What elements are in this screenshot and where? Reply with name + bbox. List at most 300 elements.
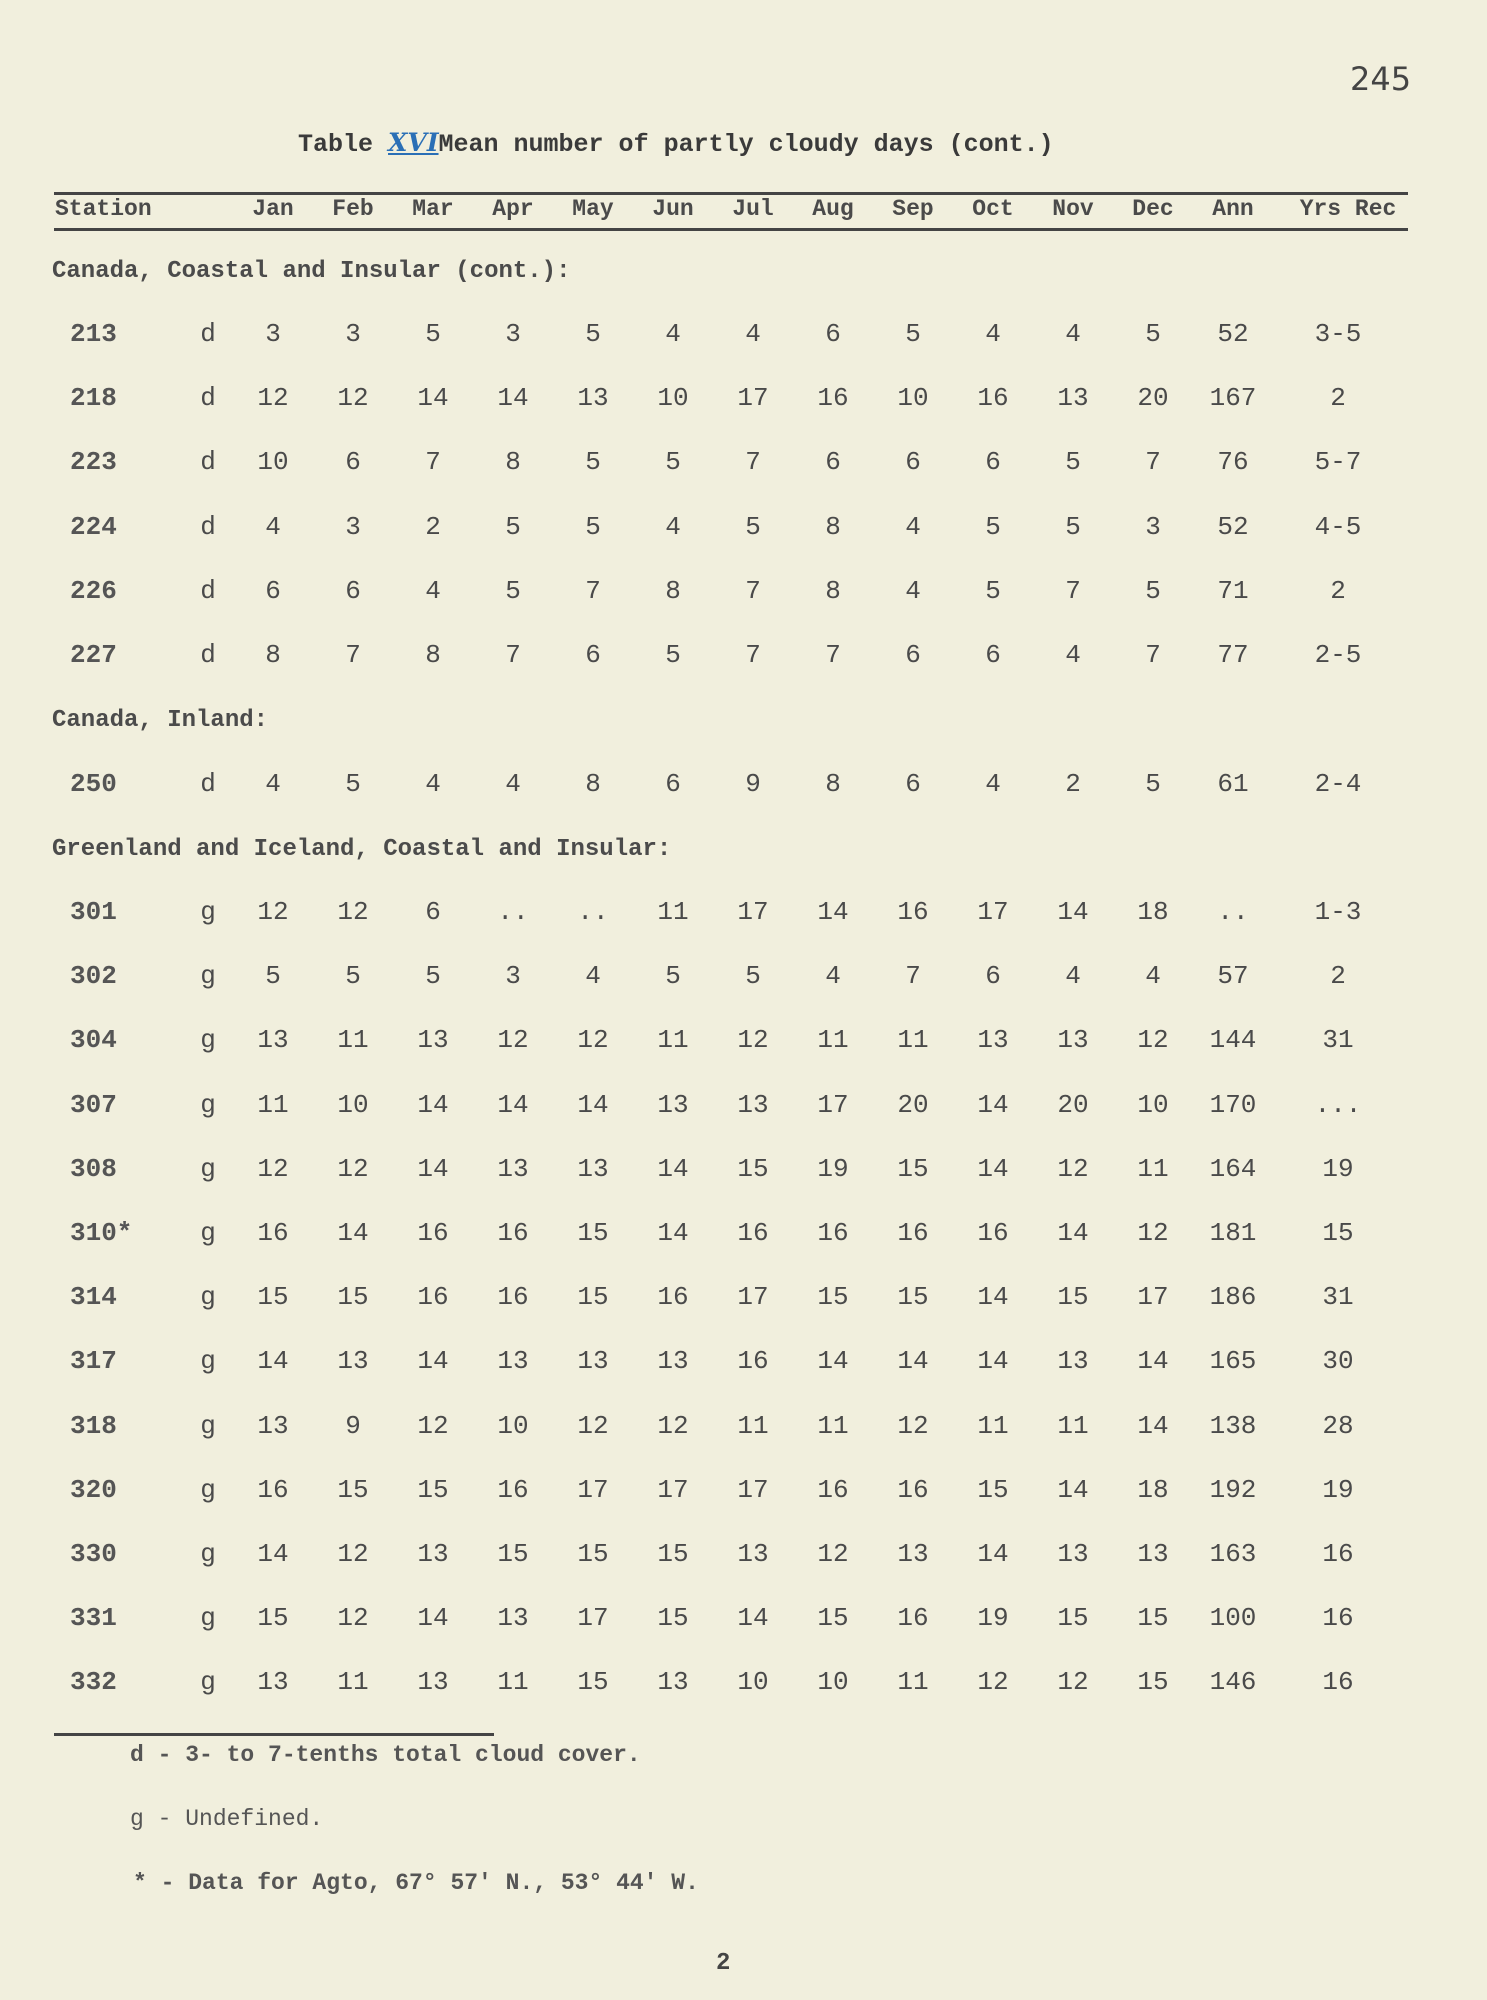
definition-code-cell: d <box>200 447 216 478</box>
value-cell: 10 <box>657 383 689 414</box>
value-cell: 13 <box>417 1539 449 1569</box>
value-cell: 18 <box>1137 1474 1169 1505</box>
value-cell: 16 <box>817 383 849 414</box>
definition-code-cell: g <box>200 1667 216 1698</box>
value-cell: 167 <box>1209 383 1257 414</box>
value-cell: 6 <box>345 575 361 606</box>
col-header-yrs-rec: Yrs Rec <box>1299 196 1397 222</box>
station-id-cell: 224 <box>70 511 117 542</box>
station-id-cell: 304 <box>70 1025 117 1056</box>
value-cell: 19 <box>1322 1474 1354 1505</box>
definition-code-cell: g <box>200 1603 216 1634</box>
value-cell: 15 <box>257 1603 289 1634</box>
table-row <box>0 769 1487 809</box>
value-cell: 12 <box>897 1410 929 1441</box>
title-prefix: Table <box>298 130 374 159</box>
station-id-cell: 310* <box>70 1218 133 1248</box>
value-cell: 186 <box>1209 1282 1257 1313</box>
station-id-cell: 301 <box>70 897 117 927</box>
value-cell: 6 <box>905 640 921 670</box>
value-cell: 7 <box>745 447 761 478</box>
value-cell: 6 <box>585 640 601 670</box>
station-id-cell: 227 <box>70 640 117 670</box>
value-cell: 16 <box>257 1474 289 1505</box>
value-cell: 14 <box>1057 897 1089 927</box>
value-cell: 5 <box>665 961 681 992</box>
value-cell: 6 <box>825 447 841 478</box>
value-cell: 192 <box>1209 1474 1257 1505</box>
value-cell: 16 <box>737 1218 769 1248</box>
value-cell: 14 <box>417 1603 449 1634</box>
value-cell: 5-7 <box>1314 447 1362 478</box>
value-cell: 4 <box>585 961 601 992</box>
footer-page-number: 2 <box>716 1950 731 1977</box>
value-cell: 8 <box>505 447 521 478</box>
value-cell: 2-4 <box>1314 769 1362 799</box>
value-cell: 4 <box>825 961 841 992</box>
title-text: Mean number of partly cloudy days (cont.) <box>438 130 1054 159</box>
station-id-cell: 317 <box>70 1346 117 1377</box>
value-cell: 71 <box>1217 575 1249 606</box>
value-cell: 11 <box>977 1410 1009 1441</box>
value-cell: 14 <box>257 1539 289 1569</box>
definition-code-cell: d <box>200 769 216 799</box>
station-id-cell: 226 <box>70 575 117 606</box>
station-id-cell: 332 <box>70 1667 117 1698</box>
value-cell: 16 <box>257 1218 289 1248</box>
value-cell: 12 <box>257 383 289 414</box>
value-cell: 16 <box>497 1218 529 1248</box>
value-cell: 15 <box>817 1603 849 1634</box>
value-cell: 16 <box>657 1282 689 1313</box>
value-cell: 7 <box>745 640 761 670</box>
value-cell: 2 <box>1330 575 1346 606</box>
value-cell: 12 <box>257 897 289 927</box>
col-header-feb: Feb <box>332 196 374 222</box>
value-cell: 31 <box>1322 1025 1354 1056</box>
value-cell: 15 <box>817 1282 849 1313</box>
title-roman-numeral: XVI <box>388 128 439 157</box>
value-cell: 11 <box>657 897 689 927</box>
station-id-cell: 213 <box>70 319 117 349</box>
col-header-jan: Jan <box>252 196 294 222</box>
value-cell: 2 <box>1330 383 1346 414</box>
value-cell: 11 <box>337 1025 369 1056</box>
value-cell: 14 <box>497 383 529 414</box>
definition-code-cell: g <box>200 1153 216 1184</box>
station-id-cell: 223 <box>70 447 117 478</box>
value-cell: 14 <box>337 1218 369 1248</box>
definition-code-cell: d <box>200 319 216 349</box>
col-header-aug: Aug <box>812 196 854 222</box>
value-cell: 16 <box>417 1218 449 1248</box>
value-cell: 15 <box>257 1282 289 1313</box>
value-cell: 6 <box>905 447 921 478</box>
definition-code-cell: d <box>200 575 216 606</box>
value-cell: 17 <box>737 1282 769 1313</box>
value-cell: 5 <box>905 319 921 349</box>
value-cell: 12 <box>657 1410 689 1441</box>
value-cell: 3 <box>505 961 521 992</box>
value-cell: 7 <box>905 961 921 992</box>
definition-code-cell: g <box>200 897 216 927</box>
value-cell: 5 <box>585 511 601 542</box>
value-cell: 13 <box>737 1539 769 1569</box>
value-cell: 14 <box>1137 1346 1169 1377</box>
value-cell: 7 <box>345 640 361 670</box>
value-cell: 13 <box>497 1603 529 1634</box>
value-cell: 17 <box>577 1603 609 1634</box>
value-cell: 4 <box>425 575 441 606</box>
value-cell: 12 <box>257 1153 289 1184</box>
value-cell: 15 <box>337 1474 369 1505</box>
value-cell: 12 <box>737 1025 769 1056</box>
value-cell: 15 <box>337 1282 369 1313</box>
value-cell: 5 <box>745 511 761 542</box>
value-cell: 164 <box>1209 1153 1257 1184</box>
table-row <box>0 1090 1487 1130</box>
value-cell: 16 <box>417 1282 449 1313</box>
col-header-dec: Dec <box>1132 196 1174 222</box>
footnote-rule <box>54 1733 494 1736</box>
station-id-cell: 307 <box>70 1089 117 1120</box>
footnote-g: g - Undefined. <box>130 1806 324 1832</box>
value-cell: 7 <box>425 447 441 478</box>
value-cell: 52 <box>1217 511 1249 542</box>
value-cell: 2 <box>425 511 441 542</box>
station-id-cell: 218 <box>70 383 117 414</box>
value-cell: 8 <box>825 575 841 606</box>
value-cell: 15 <box>1057 1282 1089 1313</box>
value-cell: 4 <box>905 575 921 606</box>
value-cell: .. <box>1217 897 1249 927</box>
value-cell: 11 <box>817 1410 849 1441</box>
value-cell: 5 <box>745 961 761 992</box>
value-cell: 61 <box>1217 769 1249 799</box>
value-cell: 14 <box>1137 1410 1169 1441</box>
value-cell: 14 <box>977 1282 1009 1313</box>
value-cell: 28 <box>1322 1410 1354 1441</box>
footnote-asterisk: * - Data for Agto, 67° 57' N., 53° 44' W. <box>133 1870 699 1896</box>
value-cell: 5 <box>265 961 281 992</box>
table-row <box>0 1218 1487 1258</box>
value-cell: 12 <box>1057 1667 1089 1698</box>
col-header-nov: Nov <box>1052 196 1094 222</box>
value-cell: 4 <box>1065 640 1081 670</box>
value-cell: 57 <box>1217 961 1249 992</box>
value-cell: 7 <box>585 575 601 606</box>
value-cell: 16 <box>817 1474 849 1505</box>
value-cell: 8 <box>585 769 601 799</box>
value-cell: 12 <box>337 1153 369 1184</box>
value-cell: 11 <box>737 1410 769 1441</box>
value-cell: 12 <box>337 383 369 414</box>
value-cell: 138 <box>1209 1410 1257 1441</box>
value-cell: 15 <box>577 1667 609 1698</box>
col-header-sep: Sep <box>892 196 934 222</box>
value-cell: 11 <box>1057 1410 1089 1441</box>
col-header-jun: Jun <box>652 196 694 222</box>
section-heading: Canada, Coastal and Insular (cont.): <box>52 258 571 285</box>
value-cell: 6 <box>665 769 681 799</box>
station-id-cell: 330 <box>70 1539 117 1569</box>
value-cell: 14 <box>897 1346 929 1377</box>
value-cell: 16 <box>977 383 1009 414</box>
definition-code-cell: g <box>200 1539 216 1569</box>
value-cell: 13 <box>417 1025 449 1056</box>
value-cell: 15 <box>1057 1603 1089 1634</box>
value-cell: 10 <box>337 1089 369 1120</box>
value-cell: 15 <box>1137 1603 1169 1634</box>
value-cell: 7 <box>1145 640 1161 670</box>
value-cell: 13 <box>1137 1539 1169 1569</box>
value-cell: 170 <box>1209 1089 1257 1120</box>
value-cell: 5 <box>985 575 1001 606</box>
value-cell: 8 <box>825 511 841 542</box>
value-cell: 14 <box>417 1153 449 1184</box>
table-row <box>0 383 1487 423</box>
value-cell: 20 <box>1057 1089 1089 1120</box>
value-cell: 13 <box>977 1025 1009 1056</box>
station-id-cell: 320 <box>70 1474 117 1505</box>
value-cell: 16 <box>1322 1667 1354 1698</box>
value-cell: 2-5 <box>1314 640 1362 670</box>
value-cell: 13 <box>657 1667 689 1698</box>
value-cell: 11 <box>657 1025 689 1056</box>
value-cell: 13 <box>1057 383 1089 414</box>
value-cell: 4 <box>1065 961 1081 992</box>
value-cell: 12 <box>417 1410 449 1441</box>
table-row <box>0 576 1487 616</box>
value-cell: 16 <box>1322 1603 1354 1634</box>
station-id-cell: 314 <box>70 1282 117 1313</box>
value-cell: 19 <box>977 1603 1009 1634</box>
value-cell: 16 <box>897 1474 929 1505</box>
table-row <box>0 319 1487 359</box>
value-cell: 17 <box>817 1089 849 1120</box>
value-cell: 13 <box>497 1153 529 1184</box>
table-row <box>0 512 1487 552</box>
table-row <box>0 1025 1487 1065</box>
value-cell: 3 <box>1145 511 1161 542</box>
value-cell: 17 <box>977 897 1009 927</box>
value-cell: 14 <box>257 1346 289 1377</box>
value-cell: 15 <box>737 1153 769 1184</box>
value-cell: 12 <box>337 897 369 927</box>
value-cell: 15 <box>1137 1667 1169 1698</box>
value-cell: 11 <box>337 1667 369 1698</box>
value-cell: 4 <box>265 769 281 799</box>
value-cell: 14 <box>977 1153 1009 1184</box>
definition-code-cell: g <box>200 1474 216 1505</box>
value-cell: 4 <box>985 769 1001 799</box>
table-title <box>298 128 1054 159</box>
value-cell: 13 <box>417 1667 449 1698</box>
value-cell: 15 <box>577 1282 609 1313</box>
value-cell: 11 <box>497 1667 529 1698</box>
col-header-jul: Jul <box>732 196 774 222</box>
value-cell: 17 <box>737 897 769 927</box>
value-cell: 5 <box>665 640 681 670</box>
value-cell: 15 <box>1322 1218 1354 1248</box>
value-cell: 52 <box>1217 319 1249 349</box>
header-top-rule <box>54 192 1408 195</box>
value-cell: 13 <box>257 1667 289 1698</box>
value-cell: 8 <box>425 640 441 670</box>
page-number: 245 <box>1350 60 1412 98</box>
value-cell: 6 <box>425 897 441 927</box>
value-cell: 11 <box>817 1025 849 1056</box>
table-row <box>0 640 1487 680</box>
value-cell: 12 <box>977 1667 1009 1698</box>
value-cell: 3 <box>345 319 361 349</box>
value-cell: 4 <box>1145 961 1161 992</box>
value-cell: 4 <box>745 319 761 349</box>
value-cell: 12 <box>497 1025 529 1056</box>
value-cell: 15 <box>657 1539 689 1569</box>
value-cell: 12 <box>1137 1218 1169 1248</box>
value-cell: 14 <box>737 1603 769 1634</box>
value-cell: 6 <box>985 640 1001 670</box>
value-cell: 5 <box>1065 447 1081 478</box>
value-cell: 12 <box>817 1539 849 1569</box>
value-cell: 165 <box>1209 1346 1257 1377</box>
value-cell: 16 <box>497 1474 529 1505</box>
definition-code-cell: g <box>200 1025 216 1056</box>
value-cell: 181 <box>1209 1218 1257 1248</box>
value-cell: 13 <box>657 1089 689 1120</box>
value-cell: 13 <box>497 1346 529 1377</box>
value-cell: 12 <box>1137 1025 1169 1056</box>
value-cell: 4 <box>265 511 281 542</box>
table-row <box>0 1282 1487 1322</box>
value-cell: 18 <box>1137 897 1169 927</box>
value-cell: 12 <box>577 1410 609 1441</box>
value-cell: 16 <box>1322 1539 1354 1569</box>
definition-code-cell: d <box>200 640 216 670</box>
value-cell: 5 <box>585 447 601 478</box>
value-cell: 11 <box>1137 1153 1169 1184</box>
definition-code-cell: g <box>200 1218 216 1248</box>
value-cell: 12 <box>1057 1153 1089 1184</box>
value-cell: 146 <box>1209 1667 1257 1698</box>
value-cell: 5 <box>345 769 361 799</box>
value-cell: 11 <box>897 1025 929 1056</box>
value-cell: 4 <box>665 511 681 542</box>
value-cell: 8 <box>825 769 841 799</box>
station-id-cell: 318 <box>70 1410 117 1441</box>
table-row <box>0 961 1487 1001</box>
value-cell: 13 <box>337 1346 369 1377</box>
value-cell: 11 <box>897 1667 929 1698</box>
value-cell: 4 <box>425 769 441 799</box>
value-cell: 14 <box>977 1539 1009 1569</box>
value-cell: 15 <box>417 1474 449 1505</box>
value-cell: 17 <box>577 1474 609 1505</box>
value-cell: 16 <box>737 1346 769 1377</box>
definition-code-cell: d <box>200 383 216 414</box>
col-header-station: Station <box>55 196 152 222</box>
value-cell: 77 <box>1217 640 1249 670</box>
value-cell: 14 <box>417 1346 449 1377</box>
value-cell: 7 <box>1065 575 1081 606</box>
table-row <box>0 1603 1487 1643</box>
value-cell: 5 <box>1065 511 1081 542</box>
value-cell: 4 <box>985 319 1001 349</box>
value-cell: 15 <box>897 1153 929 1184</box>
value-cell: 5 <box>1145 319 1161 349</box>
value-cell: 100 <box>1209 1603 1257 1634</box>
col-header-mar: Mar <box>412 196 454 222</box>
value-cell: 17 <box>657 1474 689 1505</box>
value-cell: 13 <box>257 1410 289 1441</box>
value-cell: 20 <box>1137 383 1169 414</box>
value-cell: 20 <box>897 1089 929 1120</box>
value-cell: 9 <box>745 769 761 799</box>
value-cell: 4 <box>665 319 681 349</box>
value-cell: 5 <box>1145 575 1161 606</box>
value-cell: 6 <box>905 769 921 799</box>
value-cell: 5 <box>425 961 441 992</box>
value-cell: 7 <box>505 640 521 670</box>
value-cell: 3 <box>505 319 521 349</box>
value-cell: 6 <box>265 575 281 606</box>
value-cell: 13 <box>577 383 609 414</box>
value-cell: 5 <box>345 961 361 992</box>
value-cell: 15 <box>577 1539 609 1569</box>
value-cell: 8 <box>265 640 281 670</box>
value-cell: 31 <box>1322 1282 1354 1313</box>
value-cell: 163 <box>1209 1539 1257 1569</box>
value-cell: 19 <box>817 1153 849 1184</box>
value-cell: 11 <box>257 1089 289 1120</box>
value-cell: 17 <box>737 383 769 414</box>
value-cell: 17 <box>737 1474 769 1505</box>
table-row <box>0 1411 1487 1451</box>
table-row <box>0 897 1487 937</box>
value-cell: 8 <box>665 575 681 606</box>
value-cell: 6 <box>825 319 841 349</box>
value-cell: 7 <box>1145 447 1161 478</box>
value-cell: 5 <box>585 319 601 349</box>
table-row <box>0 1346 1487 1386</box>
value-cell: 13 <box>1057 1346 1089 1377</box>
value-cell: 10 <box>497 1410 529 1441</box>
value-cell: 14 <box>417 1089 449 1120</box>
value-cell: 1-3 <box>1314 897 1362 927</box>
value-cell: 6 <box>345 447 361 478</box>
value-cell: 13 <box>1057 1025 1089 1056</box>
value-cell: 5 <box>505 511 521 542</box>
value-cell: 13 <box>577 1346 609 1377</box>
value-cell: 14 <box>1057 1218 1089 1248</box>
value-cell: 16 <box>497 1282 529 1313</box>
value-cell: 5 <box>1145 769 1161 799</box>
value-cell: 14 <box>817 897 849 927</box>
value-cell: 5 <box>665 447 681 478</box>
value-cell: 15 <box>497 1539 529 1569</box>
value-cell: 30 <box>1322 1346 1354 1377</box>
value-cell: 16 <box>897 1603 929 1634</box>
value-cell: 5 <box>425 319 441 349</box>
value-cell: 6 <box>985 961 1001 992</box>
section-heading: Greenland and Iceland, Coastal and Insular: <box>52 836 672 863</box>
definition-code-cell: g <box>200 961 216 992</box>
value-cell: 144 <box>1209 1025 1257 1056</box>
value-cell: 4 <box>1065 319 1081 349</box>
value-cell: 13 <box>1057 1539 1089 1569</box>
definition-code-cell: g <box>200 1089 216 1120</box>
